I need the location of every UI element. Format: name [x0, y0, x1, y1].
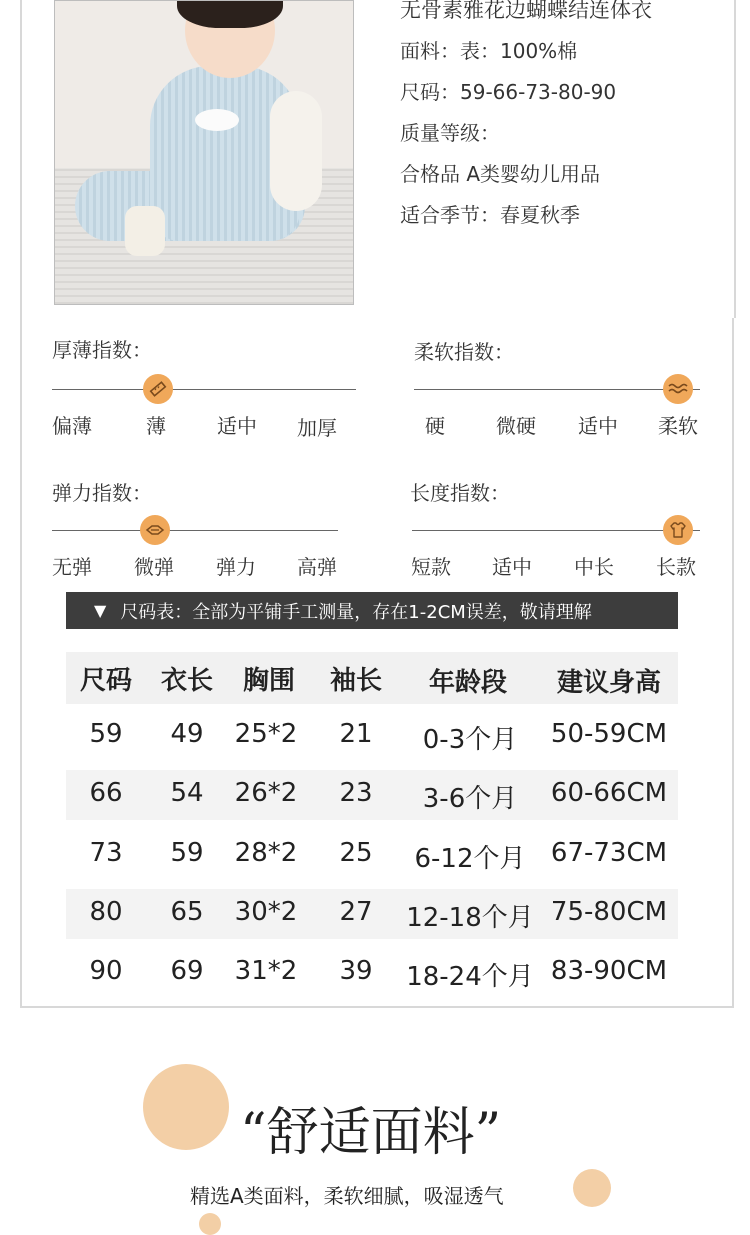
size-table-banner-text: 尺码表：全部为平铺手工测量，存在1-2CM误差，敬请理解 — [120, 601, 592, 623]
table-cell: 27 — [339, 897, 373, 927]
elasticity-label-3: 弹力 — [216, 555, 256, 579]
product-photo — [54, 0, 354, 305]
header-sleeve: 袖长 — [329, 666, 382, 696]
table-cell: 83-90CM — [550, 956, 668, 986]
product-name: 无骨素雅花边蝴蝶结连体衣 — [400, 0, 652, 22]
photo-bow — [195, 109, 239, 131]
thickness-track — [52, 389, 356, 390]
table-cell: 49 — [170, 719, 204, 749]
decor-circle-tiny — [199, 1213, 221, 1235]
table-cell: 28*2 — [234, 838, 298, 868]
softness-label-2: 微硬 — [496, 414, 536, 438]
table-cell: 59 — [170, 838, 204, 868]
length-index-title: 长度指数： — [410, 481, 510, 505]
elasticity-label-4: 高弹 — [297, 555, 337, 579]
table-cell: 26*2 — [234, 778, 298, 808]
header-length: 衣长 — [160, 666, 213, 696]
table-cell: 18-24个月 — [406, 962, 534, 992]
table-cell: 66 — [89, 778, 123, 808]
table-cell: 21 — [339, 719, 373, 749]
stretch-icon — [140, 515, 170, 545]
softness-index-title: 柔软指数： — [414, 340, 514, 364]
product-fabric: 面料：表：100%棉 — [400, 39, 578, 63]
feature-title: “舒适面料” — [240, 1103, 502, 1163]
ruler-icon — [143, 374, 173, 404]
feature-subtitle: 精选A类面料，柔软细腻，吸湿透气 — [190, 1184, 504, 1208]
frame-right-line — [734, 0, 736, 318]
softness-label-4: 柔软 — [658, 414, 698, 438]
header-age: 年龄段 — [428, 668, 507, 698]
product-sizes: 尺码：59-66-73-80-90 — [400, 80, 617, 104]
chevron-down-icon: ▼ — [94, 601, 107, 620]
length-label-3: 中长 — [574, 555, 614, 579]
elasticity-track — [52, 530, 338, 531]
elasticity-label-2: 微弹 — [134, 555, 174, 579]
table-cell: 3-6个月 — [422, 784, 518, 814]
softness-label-1: 硬 — [425, 414, 445, 438]
table-cell: 60-66CM — [550, 778, 668, 808]
decor-circle-small — [573, 1169, 611, 1207]
frame-right-line-lower — [732, 318, 734, 1008]
table-cell: 75-80CM — [550, 897, 668, 927]
thickness-index-title: 厚薄指数： — [52, 338, 152, 362]
table-cell: 65 — [170, 897, 204, 927]
frame-left-line-lower — [20, 318, 22, 1008]
table-cell: 67-73CM — [550, 838, 668, 868]
photo-sock — [125, 206, 165, 256]
table-cell: 31*2 — [234, 956, 298, 986]
frame-bottom-line — [20, 1006, 734, 1008]
table-cell: 69 — [170, 956, 204, 986]
length-label-2: 适中 — [492, 555, 532, 579]
elasticity-label-1: 无弹 — [52, 555, 92, 579]
table-cell: 90 — [89, 956, 123, 986]
table-cell: 25*2 — [234, 719, 298, 749]
length-label-1: 短款 — [411, 555, 451, 579]
wave-icon — [663, 374, 693, 404]
table-cell: 25 — [339, 838, 373, 868]
table-cell: 54 — [170, 778, 204, 808]
product-quality-value: 合格品 A类婴幼儿用品 — [400, 162, 601, 186]
header-chest: 胸围 — [242, 666, 295, 696]
table-cell: 23 — [339, 778, 373, 808]
table-cell: 59 — [89, 719, 123, 749]
table-cell: 50-59CM — [550, 719, 668, 749]
table-cell: 12-18个月 — [406, 903, 534, 933]
size-table-banner — [66, 592, 678, 629]
header-height: 建议身高 — [556, 668, 661, 698]
thickness-label-3: 适中 — [217, 414, 257, 438]
elasticity-index-title: 弹力指数： — [52, 481, 152, 505]
frame-left-line — [20, 0, 22, 318]
length-track — [412, 530, 700, 531]
thickness-label-4: 加厚 — [297, 416, 337, 440]
length-label-4: 长款 — [656, 555, 696, 579]
table-cell: 80 — [89, 897, 123, 927]
table-cell: 6-12个月 — [414, 844, 526, 874]
product-season: 适合季节：春夏秋季 — [400, 203, 580, 227]
table-cell: 30*2 — [234, 897, 298, 927]
softness-label-3: 适中 — [578, 414, 618, 438]
decor-circle-large — [143, 1064, 229, 1150]
table-cell: 0-3个月 — [422, 725, 518, 755]
thickness-label-1: 偏薄 — [52, 414, 92, 438]
table-cell: 39 — [339, 956, 373, 986]
softness-track — [414, 389, 700, 390]
table-cell: 73 — [89, 838, 123, 868]
photo-lace-sleeve — [270, 91, 322, 211]
shirt-icon — [663, 515, 693, 545]
thickness-label-2: 薄 — [146, 414, 166, 438]
header-size: 尺码 — [79, 666, 132, 696]
product-quality-label: 质量等级： — [400, 121, 500, 145]
